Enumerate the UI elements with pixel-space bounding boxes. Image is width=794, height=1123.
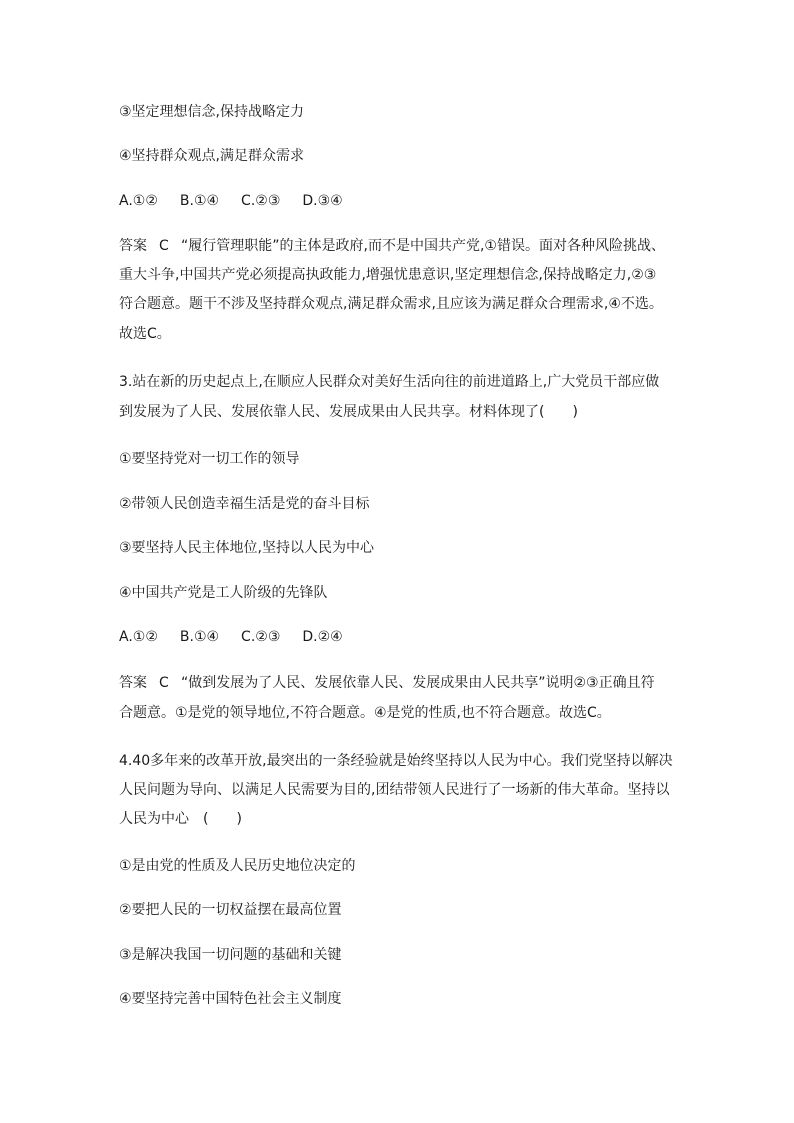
q3-explanation-2: 合题意。①是党的领导地位,不符合题意。④是党的性质,也不符合题意。故选C。 [119, 705, 611, 721]
q2-item-4: ④坚持群众观点,满足群众需求 [119, 148, 305, 164]
q3-options [119, 627, 343, 647]
q4-item-2: ②要把人民的一切权益摆在最高位置 [119, 902, 342, 918]
q2-answer-label: 答案 [119, 238, 147, 254]
q3-option-c: C.②③ [241, 629, 281, 645]
q3-stem-1: 3.站在新的历史起点上,在顺应人民群众对美好生活向往的前进道路上,广大党员干部应做 [119, 374, 660, 390]
q3-answer-line-1 [119, 673, 655, 693]
q3-stem-2: 到发展为了人民、发展依靠人民、发展成果由人民共享。材料体现了( ) [119, 404, 578, 420]
q3-option-d: D.②④ [302, 629, 343, 645]
q3-item-2: ②带领人民创造幸福生活是党的奋斗目标 [119, 496, 370, 512]
q3-explanation-1: “做到发展为了人民、发展依靠人民、发展成果由人民共享”说明②③正确且符 [181, 675, 655, 691]
q3-item-4: ④中国共产党是工人阶级的先锋队 [119, 585, 328, 601]
q3-answer-label: 答案 [119, 675, 147, 691]
q2-options [119, 191, 343, 211]
q2-answer-letter: C [159, 238, 169, 254]
q2-option-b: B.①④ [179, 193, 220, 209]
q2-item-3: ③坚定理想信念,保持战略定力 [119, 104, 305, 120]
q4-stem-3: 人民为中心 ( ) [119, 811, 242, 827]
q3-item-3: ③要坚持人民主体地位,坚持以人民为中心 [119, 540, 374, 556]
q3-option-a: A.①② [119, 629, 158, 645]
q4-stem-2: 人民问题为导向、以满足人民需要为目的,团结带领人民进行了一场新的伟大革命。坚持以 [119, 782, 670, 798]
q2-explanation-1: “履行管理职能”的主体是政府,而不是中国共产党,①错误。面对各种风险挑战、 [181, 238, 665, 254]
q3-answer-letter: C [159, 675, 169, 691]
q3-option-b: B.①④ [179, 629, 220, 645]
q4-stem-1: 4.40多年来的改革开放,最突出的一条经验就是始终坚持以人民为中心。我们党坚持以解决 [119, 753, 673, 769]
q2-option-a: A.①② [119, 193, 158, 209]
q2-explanation-3: 符合题意。题干不涉及坚持群众观点,满足群众需求,且应该为满足群众合理需求,④不选。 [119, 296, 663, 312]
q4-item-4: ④要坚持完善中国特色社会主义制度 [119, 991, 342, 1007]
q2-answer-line-1 [119, 236, 665, 256]
q2-option-d: D.③④ [302, 193, 343, 209]
q4-item-3: ③是解决我国一切问题的基础和关键 [119, 947, 342, 963]
q2-explanation-4: 故选C。 [119, 326, 171, 342]
q2-explanation-2: 重大斗争,中国共产党必须提高执政能力,增强忧患意识,坚定理想信念,保持战略定力,②③ [119, 267, 657, 283]
q2-option-c: C.②③ [241, 193, 281, 209]
q3-item-1: ①要坚持党对一切工作的领导 [119, 451, 300, 467]
q4-item-1: ①是由党的性质及人民历史地位决定的 [119, 858, 356, 874]
